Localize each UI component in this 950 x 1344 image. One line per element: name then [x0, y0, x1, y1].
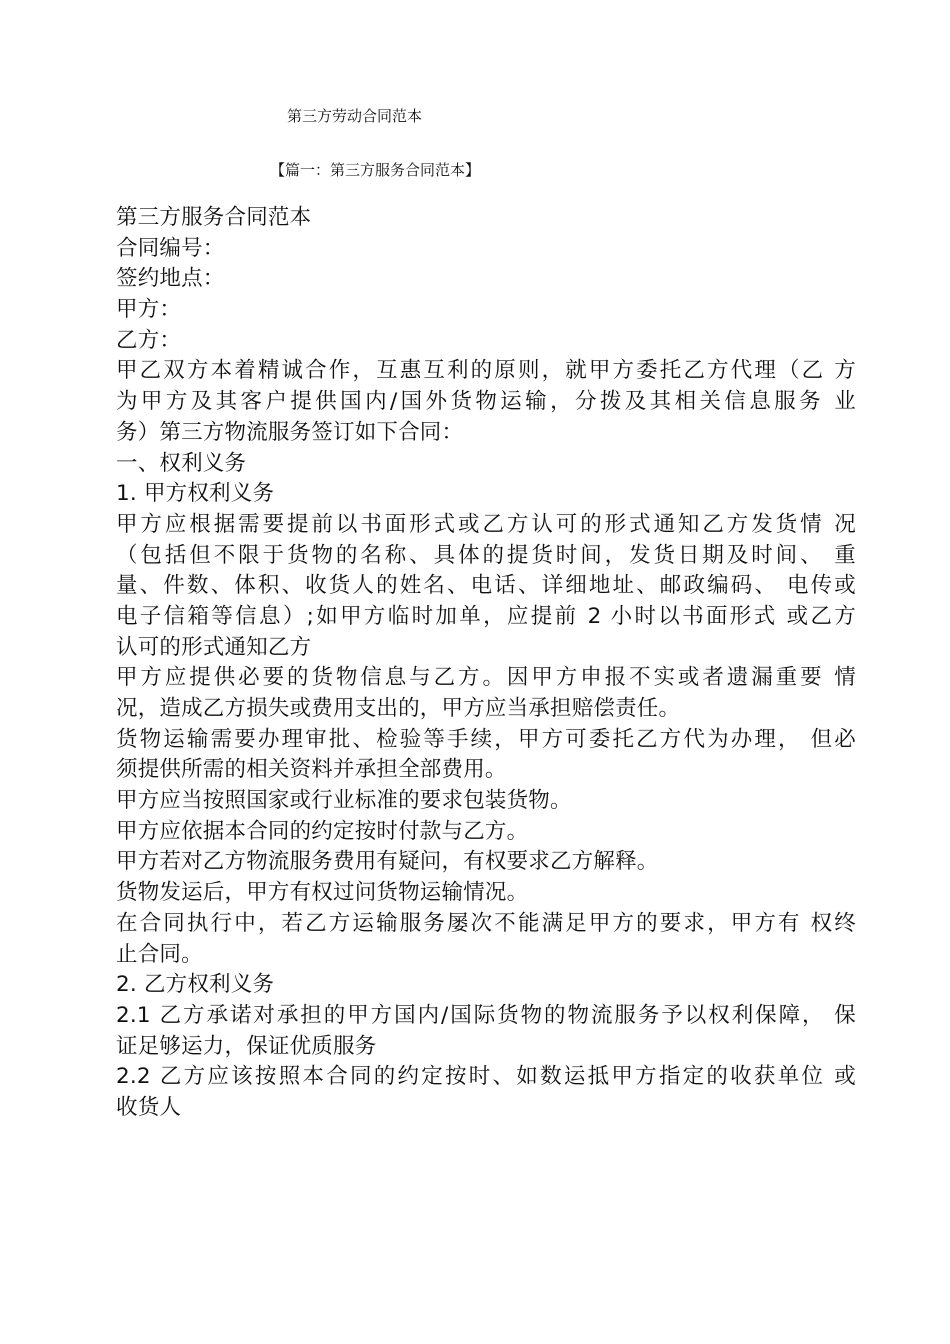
body-line: 第三方服务合同范本: [116, 205, 312, 230]
body-line: 量、件数、体积、收货人的姓名、电话、详细地址、邮政编码、 电传或: [116, 573, 856, 599]
body-line: 在合同执行中，若乙方运输服务屡次不能满足甲方的要求，甲方有 权终: [116, 910, 856, 936]
body-line: 务）第三方物流服务签订如下合同：: [116, 419, 464, 445]
body-line: 甲方应根据需要提前以书面形式或乙方认可的形式通知乙方发货情 况: [116, 511, 856, 537]
body-line: 签约地点：: [116, 266, 225, 292]
body-line: 乙方：: [116, 327, 182, 353]
body-line: 止合同。: [116, 941, 203, 967]
body-line: 为甲方及其客户提供国内/国外货物运输，分拨及其相关信息服务 业: [116, 389, 856, 415]
document-title: 第三方劳动合同范本: [287, 107, 423, 125]
body-line: 甲乙双方本着精诚合作，互惠互利的原则，就甲方委托乙方代理（乙 方: [116, 358, 856, 384]
body-line: 甲方应提供必要的货物信息与乙方。因甲方申报不实或者遗漏重要 情: [116, 665, 856, 691]
body-line: 况，造成乙方损失或费用支出的，甲方应当承担赔偿责任。: [116, 696, 681, 721]
contract-body: [116, 203, 856, 1124]
body-line: 甲方若对乙方物流服务费用有疑问，有权要求乙方解释。: [116, 849, 659, 875]
body-line: 电子信箱等信息）;如甲方临时加单，应提前 2 小时以书面形式 或乙方: [116, 603, 856, 629]
body-line: 证足够运力，保证优质服务: [116, 1033, 377, 1059]
document-subtitle: 【篇一：第三方服务合同范本】: [270, 161, 481, 179]
body-line: 2.1 乙方承诺对承担的甲方国内/国际货物的物流服务予以权利保障， 保: [116, 1002, 856, 1028]
body-line: 甲方应依据本合同的约定按时付款与乙方。: [116, 818, 529, 844]
body-line: 合同编号：: [116, 235, 225, 261]
body-line: 货物发运后，甲方有权过问货物运输情况。: [116, 880, 529, 906]
body-line: 1. 甲方权利义务: [116, 481, 275, 507]
body-line: 须提供所需的相关资料并承担全部费用。: [116, 757, 507, 783]
body-line: 认可的形式通知乙方: [116, 634, 312, 660]
body-line: 一、权利义务: [116, 450, 247, 476]
body-line: 甲方应当按照国家或行业标准的要求包装货物。: [116, 788, 572, 814]
body-line: 甲方：: [116, 297, 182, 323]
body-line: 2. 乙方权利义务: [116, 972, 275, 998]
body-line: 收货人: [116, 1094, 182, 1120]
body-line: （包括但不限于货物的名称、具体的提货时间，发货日期及时间、 重: [116, 542, 856, 568]
body-line: 2.2 乙方应该按照本合同的约定按时、如数运抵甲方指定的收获单位 或: [116, 1064, 856, 1090]
body-line: 货物运输需要办理审批、检验等手续，甲方可委托乙方代为办理， 但必: [116, 726, 856, 752]
